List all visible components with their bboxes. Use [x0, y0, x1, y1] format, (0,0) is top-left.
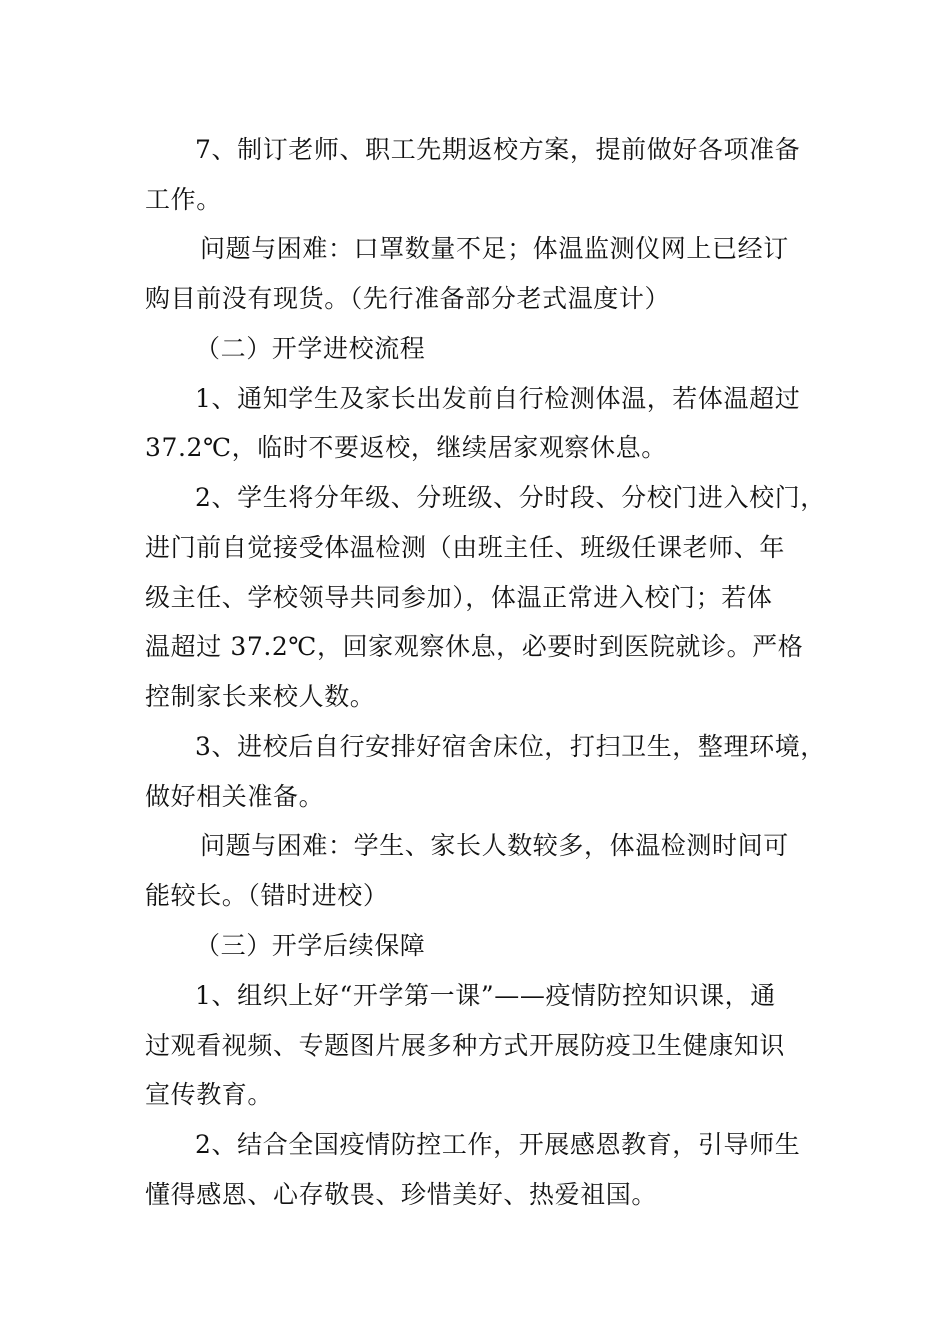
- text-line: 宣传教育。: [145, 1080, 274, 1109]
- text-line: 级主任、学校领导共同参加），体温正常进入校门；若体: [145, 583, 773, 612]
- text-line: 过观看视频、专题图片展多种方式开展防疫卫生健康知识: [145, 1031, 786, 1060]
- section-heading: （三）开学后续保障: [195, 931, 426, 960]
- text-line: 温超过 37.2℃，回家观察休息，必要时到医院就诊。严格: [145, 632, 804, 661]
- text-line: 懂得感恩、心存敬畏、珍惜美好、热爱祖国。: [145, 1180, 658, 1209]
- text-line: 问题与困难：学生、家长人数较多，体温检测时间可: [200, 831, 789, 860]
- text-line: 工作。: [145, 185, 222, 214]
- text-line: 进门前自觉接受体温检测（由班主任、班级任课老师、年: [145, 533, 786, 562]
- section-heading: （二）开学进校流程: [195, 334, 426, 363]
- text-line: 1、组织上好“开学第一课”——疫情防控知识课，通: [195, 981, 776, 1010]
- text-line: 7、制订老师、职工先期返校方案，提前做好各项准备: [195, 135, 801, 164]
- text-line: 1、通知学生及家长出发前自行检测体温，若体温超过: [195, 384, 801, 413]
- text-line: 能较长。（错时进校）: [145, 881, 389, 910]
- text-line: 做好相关准备。: [145, 782, 325, 811]
- text-line: 37.2℃，临时不要返校，继续居家观察休息。: [145, 433, 667, 462]
- text-line: 控制家长来校人数。: [145, 682, 376, 711]
- text-line: 2、结合全国疫情防控工作，开展感恩教育，引导师生: [195, 1130, 801, 1159]
- text-line: 2、学生将分年级、分班级、分时段、分校门进入校门，: [195, 483, 826, 512]
- text-line: 3、进校后自行安排好宿舍床位，打扫卫生，整理环境，: [195, 732, 826, 761]
- text-line: 问题与困难：口罩数量不足；体温监测仪网上已经订: [200, 234, 789, 263]
- text-line: 购目前没有现货。（先行准备部分老式温度计）: [145, 284, 671, 313]
